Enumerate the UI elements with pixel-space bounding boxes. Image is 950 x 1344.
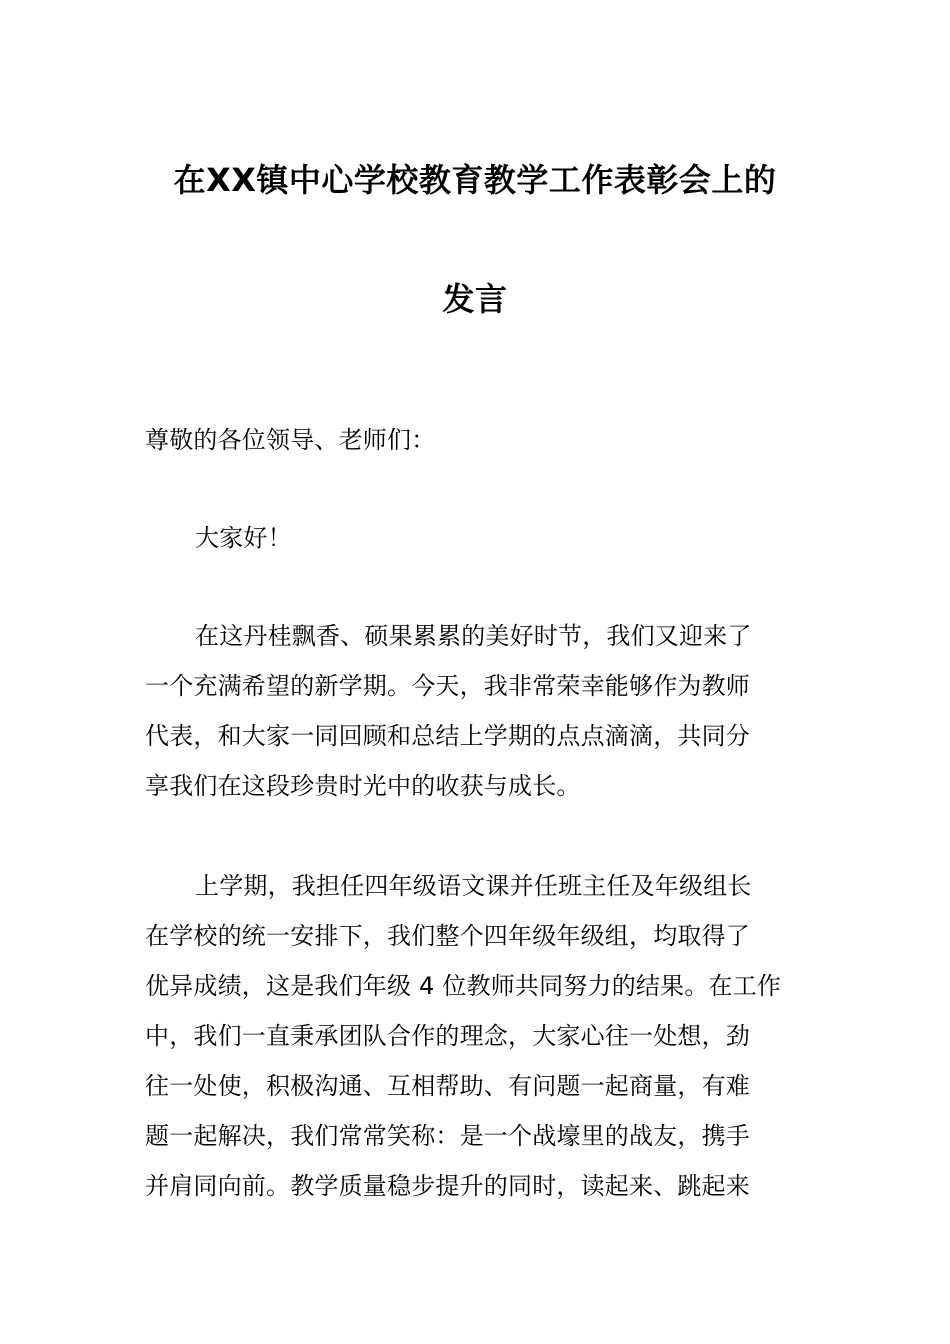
document-title-line-2: 发言: [442, 280, 508, 318]
paragraph-2-line-6: 题一起解决，我们常常笑称：是一个战壕里的战友，携手: [145, 1122, 750, 1150]
paragraph-2-line-5: 往一处使，积极沟通、互相帮助、有问题一起商量，有难: [145, 1072, 750, 1100]
paragraph-2-line-4: 中，我们一直秉承团队合作的理念，大家心往一处想，劲: [145, 1022, 750, 1050]
document-title-line-1: 在XX镇中心学校教育教学工作表彰会上的: [173, 161, 777, 199]
paragraph-2-line-7: 并肩同向前。教学质量稳步提升的同时，读起来、跳起来: [145, 1172, 750, 1200]
paragraph-2-line-3: 优异成绩，这是我们年级 4 位教师共同努力的结果。在工作: [145, 972, 782, 1000]
paragraph-2-line-2: 在学校的统一安排下，我们整个四年级年级组，均取得了: [145, 922, 750, 950]
paragraph-1-line-3: 代表，和大家一同回顾和总结上学期的点点滴滴，共同分: [145, 722, 750, 750]
salutation: 尊敬的各位领导、老师们：: [145, 426, 436, 454]
paragraph-1-line-2: 一个充满希望的新学期。今天，我非常荣幸能够作为教师: [145, 672, 750, 700]
greeting: 大家好！: [195, 524, 292, 552]
paragraph-1-line-1: 在这丹桂飘香、硕果累累的美好时节，我们又迎来了: [195, 622, 752, 650]
paragraph-1-line-4: 享我们在这段珍贵时光中的收获与成长。: [145, 772, 581, 800]
paragraph-2-line-1: 上学期，我担任四年级语文课并任班主任及年级组长: [195, 872, 752, 900]
